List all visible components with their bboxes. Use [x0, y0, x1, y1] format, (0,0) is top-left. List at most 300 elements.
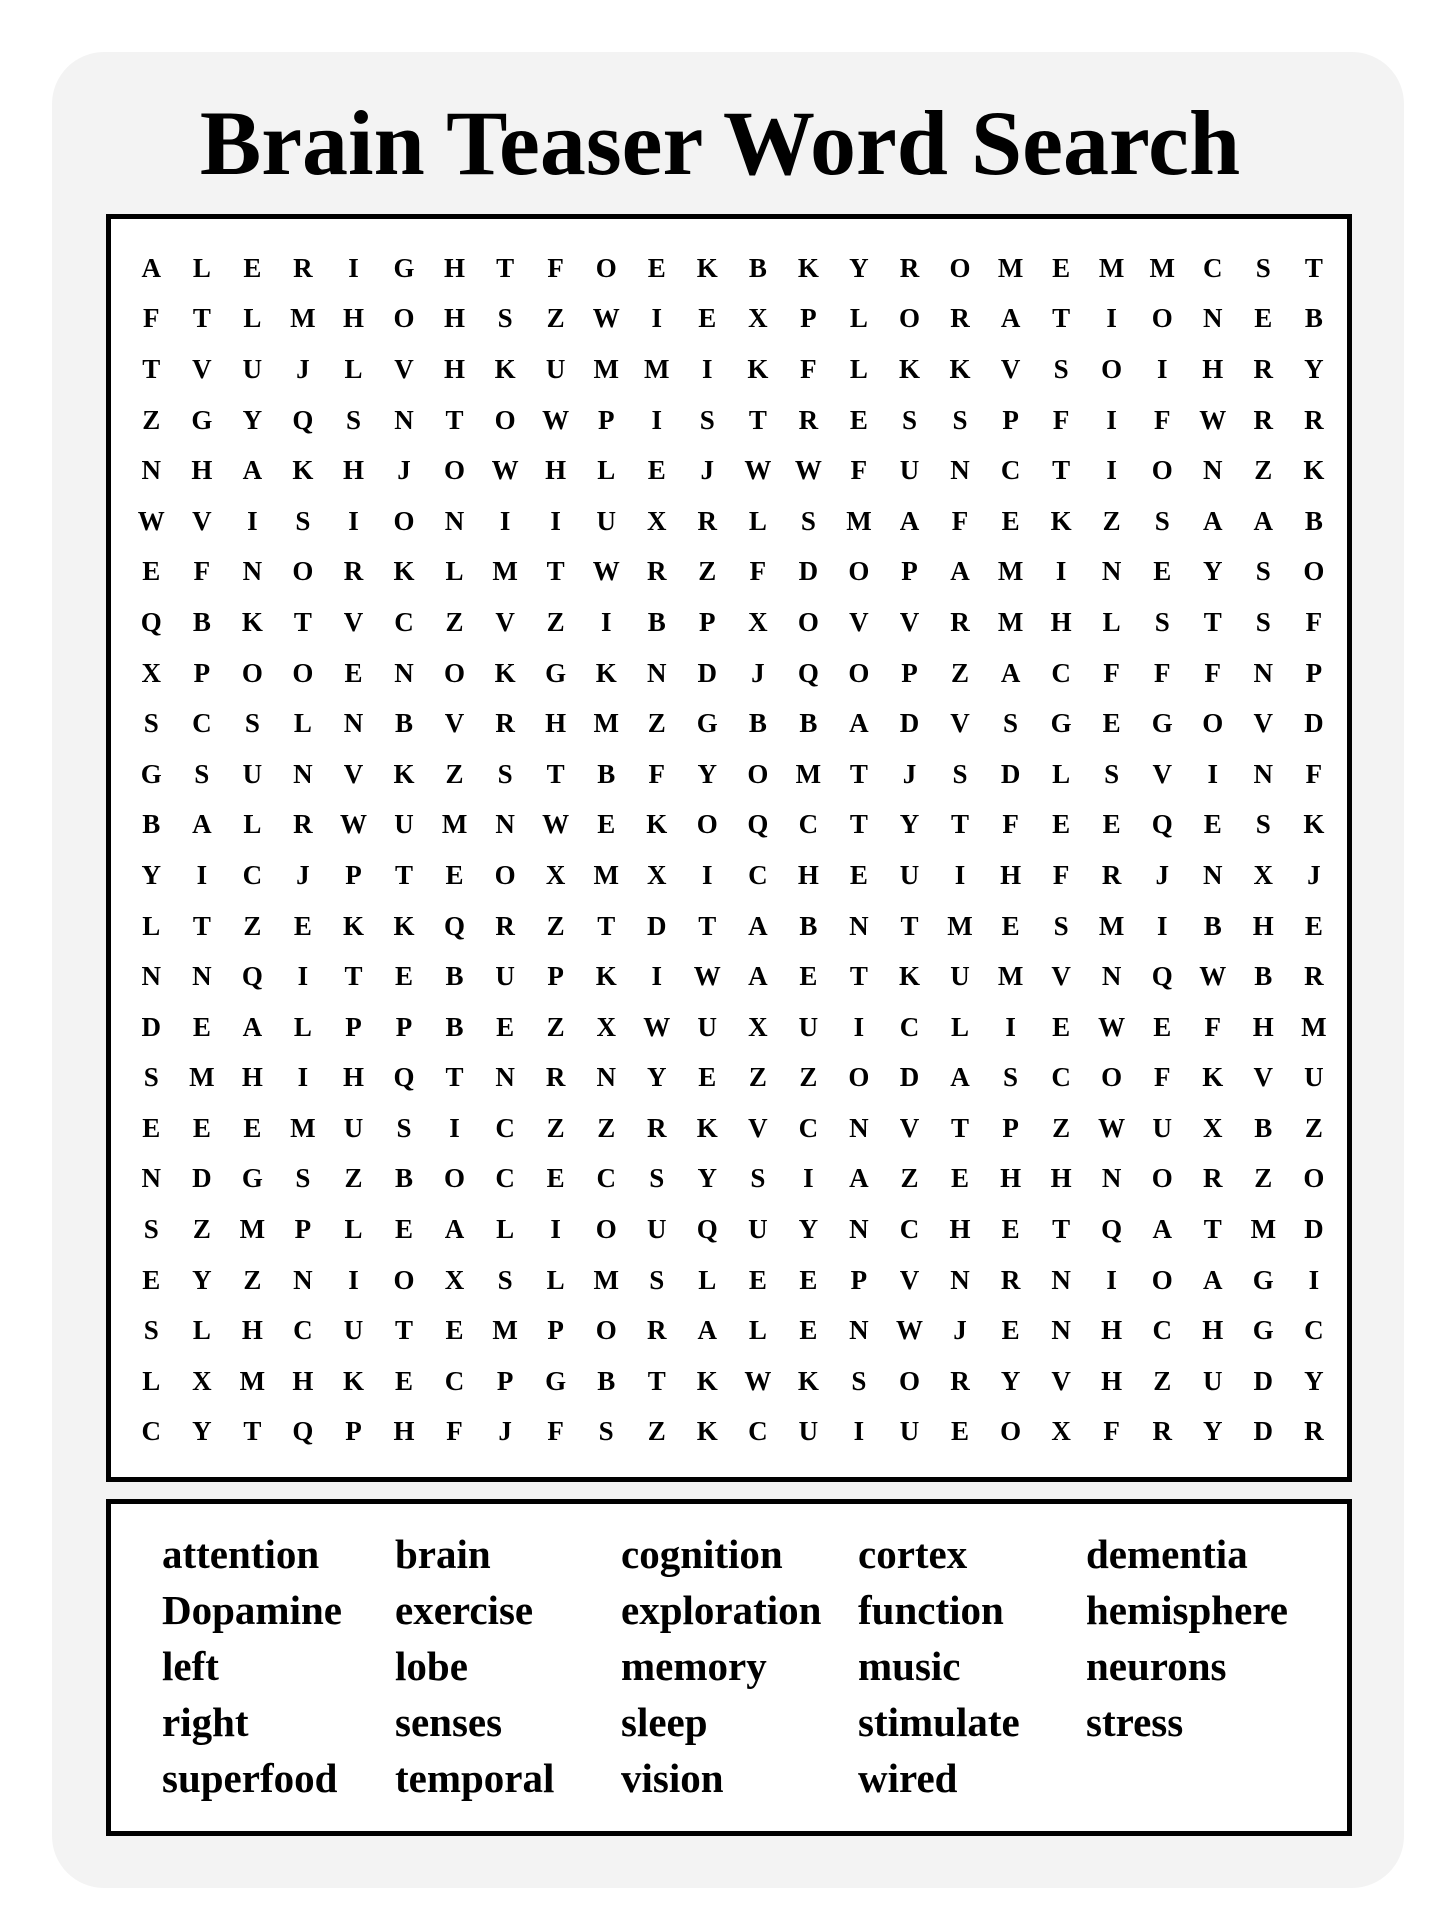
grid-letter[interactable]: H — [1202, 353, 1224, 384]
grid-letter[interactable]: I — [297, 1062, 309, 1093]
grid-letter[interactable]: I — [803, 1163, 814, 1194]
grid-letter[interactable]: S — [1255, 252, 1271, 283]
grid-letter[interactable]: L — [849, 303, 868, 334]
grid-letter[interactable]: B — [1304, 505, 1323, 536]
grid-letter[interactable]: S — [851, 1365, 867, 1396]
grid-letter[interactable]: P — [1305, 657, 1323, 688]
grid-letter[interactable]: O — [494, 404, 516, 435]
grid-letter[interactable]: K — [292, 455, 314, 486]
grid-letter[interactable]: R — [545, 1062, 566, 1093]
grid-letter[interactable]: Q — [140, 606, 162, 637]
grid-letter[interactable]: P — [294, 1214, 312, 1245]
grid-letter[interactable]: O — [292, 657, 314, 688]
grid-letter[interactable]: G — [191, 404, 213, 435]
grid-letter[interactable]: O — [848, 556, 870, 587]
grid-letter[interactable]: N — [1203, 303, 1223, 334]
grid-letter[interactable]: H — [545, 455, 567, 486]
grid-letter[interactable]: E — [243, 252, 262, 283]
grid-letter[interactable]: Q — [1151, 809, 1173, 840]
grid-letter[interactable]: Z — [344, 1163, 363, 1194]
grid-letter[interactable]: W — [592, 556, 620, 587]
grid-letter[interactable]: E — [395, 1214, 414, 1245]
grid-letter[interactable]: S — [1053, 910, 1069, 941]
grid-letter[interactable]: E — [1153, 1011, 1172, 1042]
grid-letter[interactable]: J — [1155, 859, 1169, 890]
grid-letter[interactable]: F — [446, 1416, 463, 1447]
grid-letter[interactable]: H — [444, 353, 466, 384]
grid-letter[interactable]: S — [699, 404, 715, 435]
grid-letter[interactable]: I — [348, 252, 359, 283]
grid-letter[interactable]: W — [693, 961, 721, 992]
grid-letter[interactable]: B — [748, 252, 767, 283]
grid-letter[interactable]: I — [1055, 556, 1067, 587]
grid-letter[interactable]: F — [143, 303, 160, 334]
grid-letter[interactable]: T — [395, 1315, 414, 1346]
grid-letter[interactable]: N — [141, 455, 162, 486]
grid-letter[interactable]: S — [143, 1315, 159, 1346]
grid-letter[interactable]: I — [1106, 455, 1117, 486]
grid-letter[interactable]: Y — [798, 1214, 819, 1245]
grid-letter[interactable]: H — [191, 455, 213, 486]
grid-letter[interactable]: N — [646, 657, 667, 688]
grid-letter[interactable]: G — [140, 758, 162, 789]
grid-letter[interactable]: V — [1051, 961, 1071, 992]
grid-letter[interactable]: W — [491, 455, 519, 486]
grid-letter[interactable]: T — [951, 809, 970, 840]
grid-letter[interactable]: K — [1303, 809, 1325, 840]
grid-letter[interactable]: Z — [142, 404, 161, 435]
grid-letter[interactable]: P — [850, 1264, 868, 1295]
grid-letter[interactable]: E — [1001, 910, 1020, 941]
grid-letter[interactable]: A — [899, 505, 920, 536]
grid-letter[interactable]: C — [495, 1112, 515, 1143]
grid-letter[interactable]: A — [748, 910, 768, 941]
grid-letter[interactable]: E — [1001, 1214, 1020, 1245]
grid-letter[interactable]: L — [243, 809, 262, 840]
grid-letter[interactable]: K — [595, 657, 617, 688]
grid-letter[interactable]: B — [395, 1163, 414, 1194]
grid-letter[interactable]: E — [849, 859, 868, 890]
grid-letter[interactable]: Y — [242, 404, 263, 435]
grid-letter[interactable]: X — [1203, 1112, 1223, 1143]
grid-letter[interactable]: M — [947, 910, 973, 941]
grid-letter[interactable]: O — [797, 606, 819, 637]
grid-letter[interactable]: O — [1303, 556, 1325, 587]
grid-letter[interactable]: E — [799, 1264, 818, 1295]
grid-letter[interactable]: P — [901, 556, 918, 587]
grid-letter[interactable]: M — [795, 758, 822, 789]
grid-letter[interactable]: A — [444, 1214, 465, 1245]
grid-letter[interactable]: X — [1051, 1416, 1071, 1447]
grid-letter[interactable]: S — [143, 708, 159, 739]
grid-letter[interactable]: O — [444, 1163, 466, 1194]
grid-letter[interactable]: F — [749, 556, 767, 587]
grid-letter[interactable]: V — [343, 758, 364, 789]
grid-letter[interactable]: D — [1304, 708, 1324, 739]
grid-letter[interactable]: I — [1106, 1264, 1117, 1295]
grid-letter[interactable]: S — [396, 1112, 412, 1143]
grid-letter[interactable]: R — [950, 606, 970, 637]
grid-letter[interactable]: N — [394, 404, 414, 435]
grid-letter[interactable]: T — [1052, 303, 1071, 334]
grid-letter[interactable]: Q — [444, 910, 466, 941]
grid-letter[interactable]: A — [849, 708, 869, 739]
grid-letter[interactable]: V — [343, 606, 364, 637]
grid-letter[interactable]: N — [343, 708, 364, 739]
grid-letter[interactable]: L — [546, 1264, 565, 1295]
grid-letter[interactable]: K — [797, 252, 819, 283]
grid-letter[interactable]: V — [899, 1112, 920, 1143]
grid-letter[interactable]: O — [898, 303, 920, 334]
grid-letter[interactable]: I — [1156, 910, 1168, 941]
grid-letter[interactable]: F — [1103, 657, 1120, 688]
grid-letter[interactable]: C — [899, 1214, 920, 1245]
grid-letter[interactable]: F — [850, 455, 868, 486]
grid-letter[interactable]: L — [1102, 606, 1121, 637]
grid-letter[interactable]: T — [1052, 455, 1071, 486]
grid-letter[interactable]: I — [600, 606, 612, 637]
grid-letter[interactable]: E — [142, 556, 161, 587]
grid-letter[interactable]: C — [1051, 1062, 1071, 1093]
grid-letter[interactable]: A — [1203, 1264, 1223, 1295]
grid-letter[interactable]: E — [799, 1315, 818, 1346]
grid-letter[interactable]: U — [1203, 1365, 1223, 1396]
grid-letter[interactable]: L — [344, 353, 363, 384]
grid-letter[interactable]: A — [849, 1163, 869, 1194]
grid-letter[interactable]: Y — [646, 1062, 667, 1093]
grid-letter[interactable]: H — [949, 1214, 971, 1245]
grid-letter[interactable]: F — [1305, 758, 1323, 789]
grid-letter[interactable]: T — [496, 252, 515, 283]
grid-letter[interactable]: O — [747, 758, 769, 789]
grid-letter[interactable]: A — [748, 961, 768, 992]
grid-letter[interactable]: K — [949, 353, 971, 384]
grid-letter[interactable]: O — [696, 809, 718, 840]
grid-letter[interactable]: M — [1098, 910, 1125, 941]
grid-letter[interactable]: T — [192, 910, 211, 941]
grid-letter[interactable]: S — [750, 1163, 766, 1194]
grid-letter[interactable]: R — [646, 1315, 667, 1346]
grid-letter[interactable]: L — [951, 1011, 970, 1042]
grid-letter[interactable]: T — [1203, 1214, 1222, 1245]
grid-letter[interactable]: B — [597, 1365, 616, 1396]
grid-letter[interactable]: U — [1152, 1112, 1172, 1143]
grid-letter[interactable]: V — [1000, 353, 1021, 384]
grid-letter[interactable]: A — [1253, 505, 1274, 536]
grid-letter[interactable]: K — [1050, 505, 1072, 536]
grid-letter[interactable]: K — [898, 353, 920, 384]
grid-letter[interactable]: E — [445, 1315, 464, 1346]
grid-letter[interactable]: O — [595, 1214, 617, 1245]
grid-letter[interactable]: S — [1255, 556, 1271, 587]
grid-letter[interactable]: E — [597, 809, 616, 840]
grid-letter[interactable]: I — [297, 961, 309, 992]
grid-letter[interactable]: T — [647, 1365, 666, 1396]
grid-letter[interactable]: C — [444, 1365, 465, 1396]
grid-letter[interactable]: Q — [696, 1214, 718, 1245]
grid-letter[interactable]: T — [698, 910, 717, 941]
grid-letter[interactable]: F — [1305, 606, 1323, 637]
grid-letter[interactable]: R — [495, 708, 515, 739]
grid-letter[interactable]: Z — [698, 556, 717, 587]
grid-letter[interactable]: O — [393, 1264, 415, 1295]
grid-letter[interactable]: G — [1151, 708, 1173, 739]
grid-letter[interactable]: O — [595, 252, 617, 283]
grid-letter[interactable]: E — [142, 1264, 161, 1295]
grid-letter[interactable]: L — [748, 505, 767, 536]
grid-letter[interactable]: M — [441, 809, 468, 840]
grid-letter[interactable]: N — [444, 505, 465, 536]
grid-letter[interactable]: W — [744, 1365, 772, 1396]
grid-letter[interactable]: M — [1098, 252, 1125, 283]
grid-letter[interactable]: Y — [899, 809, 920, 840]
grid-letter[interactable]: N — [1101, 961, 1122, 992]
grid-letter[interactable]: J — [1307, 859, 1321, 890]
grid-letter[interactable]: R — [646, 556, 667, 587]
grid-letter[interactable]: Z — [1304, 1112, 1323, 1143]
grid-letter[interactable]: J — [902, 758, 917, 789]
grid-letter[interactable]: E — [951, 1163, 970, 1194]
grid-letter[interactable]: E — [344, 657, 363, 688]
grid-letter[interactable]: M — [593, 353, 619, 384]
grid-letter[interactable]: W — [339, 809, 367, 840]
grid-letter[interactable]: R — [950, 303, 970, 334]
grid-letter[interactable]: T — [293, 606, 312, 637]
grid-letter[interactable]: O — [494, 859, 516, 890]
grid-letter[interactable]: K — [696, 1112, 718, 1143]
grid-letter[interactable]: S — [901, 404, 917, 435]
grid-letter[interactable]: Q — [1151, 961, 1173, 992]
grid-letter[interactable]: C — [596, 1163, 616, 1194]
grid-letter[interactable]: I — [1005, 1011, 1016, 1042]
grid-letter[interactable]: E — [1052, 252, 1071, 283]
grid-letter[interactable]: Z — [799, 1062, 818, 1093]
grid-letter[interactable]: M — [997, 606, 1024, 637]
grid-letter[interactable]: D — [1253, 1365, 1274, 1396]
grid-letter[interactable]: E — [849, 404, 868, 435]
grid-letter[interactable]: H — [545, 708, 567, 739]
grid-letter[interactable]: E — [395, 961, 414, 992]
grid-letter[interactable]: H — [444, 303, 466, 334]
grid-letter[interactable]: J — [397, 455, 411, 486]
grid-letter[interactable]: E — [698, 1062, 717, 1093]
grid-letter[interactable]: S — [295, 1163, 311, 1194]
grid-letter[interactable]: L — [748, 1315, 767, 1346]
grid-letter[interactable]: F — [1153, 1062, 1171, 1093]
grid-letter[interactable]: S — [497, 1264, 513, 1295]
grid-letter[interactable]: N — [849, 1214, 869, 1245]
grid-letter[interactable]: M — [593, 1264, 619, 1295]
grid-letter[interactable]: N — [1253, 758, 1274, 789]
grid-letter[interactable]: T — [192, 303, 211, 334]
grid-letter[interactable]: C — [242, 859, 263, 890]
grid-letter[interactable]: G — [1252, 1315, 1274, 1346]
grid-letter[interactable]: F — [648, 758, 665, 789]
grid-letter[interactable]: I — [196, 859, 208, 890]
grid-letter[interactable]: B — [445, 1011, 464, 1042]
grid-letter[interactable]: B — [1254, 1112, 1273, 1143]
grid-letter[interactable]: W — [1199, 961, 1227, 992]
grid-letter[interactable]: T — [243, 1416, 262, 1447]
grid-letter[interactable]: E — [1001, 1315, 1020, 1346]
grid-letter[interactable]: X — [1253, 859, 1274, 890]
grid-letter[interactable]: D — [1304, 1214, 1324, 1245]
grid-letter[interactable]: N — [495, 809, 515, 840]
grid-letter[interactable]: M — [997, 252, 1024, 283]
grid-letter[interactable]: X — [748, 606, 768, 637]
grid-letter[interactable]: X — [141, 657, 162, 688]
grid-letter[interactable]: N — [1051, 1264, 1071, 1295]
grid-letter[interactable]: Z — [647, 708, 666, 739]
grid-letter[interactable]: M — [492, 556, 518, 587]
grid-letter[interactable]: C — [394, 606, 414, 637]
grid-letter[interactable]: Q — [747, 809, 769, 840]
grid-letter[interactable]: K — [393, 556, 415, 587]
grid-letter[interactable]: D — [697, 657, 718, 688]
grid-letter[interactable]: R — [1304, 1416, 1324, 1447]
grid-letter[interactable]: E — [748, 1264, 767, 1295]
grid-letter[interactable]: I — [247, 505, 258, 536]
grid-letter[interactable]: O — [848, 657, 870, 688]
grid-letter[interactable]: P — [193, 657, 211, 688]
grid-letter[interactable]: Y — [1203, 1416, 1223, 1447]
grid-letter[interactable]: X — [596, 1011, 616, 1042]
grid-letter[interactable]: R — [1304, 961, 1324, 992]
grid-letter[interactable]: V — [495, 606, 515, 637]
grid-letter[interactable]: K — [494, 657, 516, 688]
grid-letter[interactable]: M — [997, 961, 1024, 992]
grid-letter[interactable]: Y — [1000, 1365, 1021, 1396]
grid-letter[interactable]: I — [651, 404, 662, 435]
grid-letter[interactable]: O — [595, 1315, 617, 1346]
grid-letter[interactable]: U — [242, 758, 263, 789]
grid-letter[interactable]: M — [239, 1214, 266, 1245]
grid-letter[interactable]: L — [142, 1365, 161, 1396]
grid-letter[interactable]: L — [445, 556, 464, 587]
grid-letter[interactable]: O — [1000, 1416, 1022, 1447]
grid-letter[interactable]: E — [192, 1011, 211, 1042]
grid-letter[interactable]: I — [1207, 758, 1219, 789]
grid-letter[interactable]: Y — [141, 859, 162, 890]
grid-letter[interactable]: W — [542, 404, 570, 435]
grid-letter[interactable]: S — [497, 758, 513, 789]
grid-letter[interactable]: Y — [849, 252, 869, 283]
grid-letter[interactable]: S — [345, 404, 361, 435]
grid-letter[interactable]: F — [1153, 657, 1171, 688]
grid-letter[interactable]: P — [345, 859, 362, 890]
grid-letter[interactable]: U — [545, 353, 566, 384]
grid-letter[interactable]: U — [798, 1416, 819, 1447]
grid-letter[interactable]: C — [798, 809, 819, 840]
grid-letter[interactable]: N — [849, 1112, 869, 1143]
grid-letter[interactable]: U — [1304, 1062, 1324, 1093]
grid-letter[interactable]: N — [394, 657, 414, 688]
grid-letter[interactable]: M — [189, 1062, 215, 1093]
grid-letter[interactable]: H — [342, 303, 364, 334]
grid-letter[interactable]: V — [748, 1112, 768, 1143]
grid-letter[interactable]: V — [950, 708, 970, 739]
grid-letter[interactable]: J — [953, 1315, 967, 1346]
grid-letter[interactable]: E — [1304, 910, 1323, 941]
grid-letter[interactable]: C — [1051, 657, 1071, 688]
grid-letter[interactable]: I — [499, 505, 511, 536]
grid-letter[interactable]: O — [393, 303, 415, 334]
grid-letter[interactable]: R — [1152, 1416, 1172, 1447]
grid-letter[interactable]: N — [495, 1062, 515, 1093]
grid-letter[interactable]: I — [550, 505, 561, 536]
grid-letter[interactable]: P — [345, 1011, 362, 1042]
grid-letter[interactable]: W — [1098, 1011, 1126, 1042]
grid-letter[interactable]: B — [142, 809, 161, 840]
grid-letter[interactable]: H — [1252, 1011, 1274, 1042]
grid-letter[interactable]: D — [1000, 758, 1021, 789]
grid-letter[interactable]: B — [799, 910, 818, 941]
grid-letter[interactable]: X — [748, 1011, 768, 1042]
grid-letter[interactable]: E — [546, 1163, 565, 1194]
grid-letter[interactable]: S — [1104, 758, 1120, 789]
grid-letter[interactable]: S — [295, 505, 311, 536]
grid-letter[interactable]: M — [644, 353, 670, 384]
grid-letter[interactable]: V — [1253, 1062, 1274, 1093]
grid-letter[interactable]: O — [1151, 1163, 1173, 1194]
grid-letter[interactable]: V — [899, 1264, 920, 1295]
grid-letter[interactable]: F — [951, 505, 969, 536]
grid-letter[interactable]: S — [194, 758, 210, 789]
grid-letter[interactable]: Z — [597, 1112, 616, 1143]
grid-letter[interactable]: E — [293, 910, 312, 941]
grid-letter[interactable]: A — [1000, 303, 1021, 334]
grid-letter[interactable]: M — [997, 556, 1024, 587]
grid-letter[interactable]: N — [1101, 556, 1122, 587]
grid-letter[interactable]: N — [950, 1264, 970, 1295]
grid-letter[interactable]: A — [950, 1062, 970, 1093]
grid-letter[interactable]: N — [141, 961, 162, 992]
grid-letter[interactable]: Q — [1101, 1214, 1123, 1245]
grid-letter[interactable]: U — [646, 1214, 667, 1245]
grid-letter[interactable]: Y — [192, 1416, 212, 1447]
grid-letter[interactable]: U — [242, 353, 263, 384]
grid-letter[interactable]: I — [348, 505, 359, 536]
grid-letter[interactable]: E — [395, 1365, 414, 1396]
grid-letter[interactable]: T — [849, 809, 868, 840]
grid-letter[interactable]: H — [342, 455, 364, 486]
grid-letter[interactable]: U — [899, 859, 920, 890]
grid-letter[interactable]: L — [192, 252, 211, 283]
grid-letter[interactable]: U — [495, 961, 515, 992]
grid-letter[interactable]: I — [651, 303, 662, 334]
grid-letter[interactable]: K — [1303, 455, 1325, 486]
grid-letter[interactable]: Z — [1052, 1112, 1071, 1143]
grid-letter[interactable]: W — [1098, 1112, 1126, 1143]
grid-letter[interactable]: K — [797, 1365, 819, 1396]
grid-letter[interactable]: A — [1203, 505, 1223, 536]
grid-letter[interactable]: H — [1050, 1163, 1072, 1194]
grid-letter[interactable]: M — [1250, 1214, 1277, 1245]
grid-letter[interactable]: K — [646, 809, 668, 840]
grid-letter[interactable]: G — [393, 252, 415, 283]
grid-letter[interactable]: S — [1053, 353, 1069, 384]
grid-letter[interactable]: Q — [797, 657, 819, 688]
grid-letter[interactable]: B — [1254, 961, 1273, 992]
grid-letter[interactable]: C — [495, 1163, 515, 1194]
grid-letter[interactable]: J — [498, 1416, 512, 1447]
grid-letter[interactable]: E — [1052, 1011, 1071, 1042]
grid-letter[interactable]: F — [1204, 657, 1221, 688]
grid-letter[interactable]: L — [849, 353, 868, 384]
grid-letter[interactable]: Y — [697, 1163, 718, 1194]
grid-letter[interactable]: P — [699, 606, 716, 637]
grid-letter[interactable]: K — [696, 1416, 718, 1447]
